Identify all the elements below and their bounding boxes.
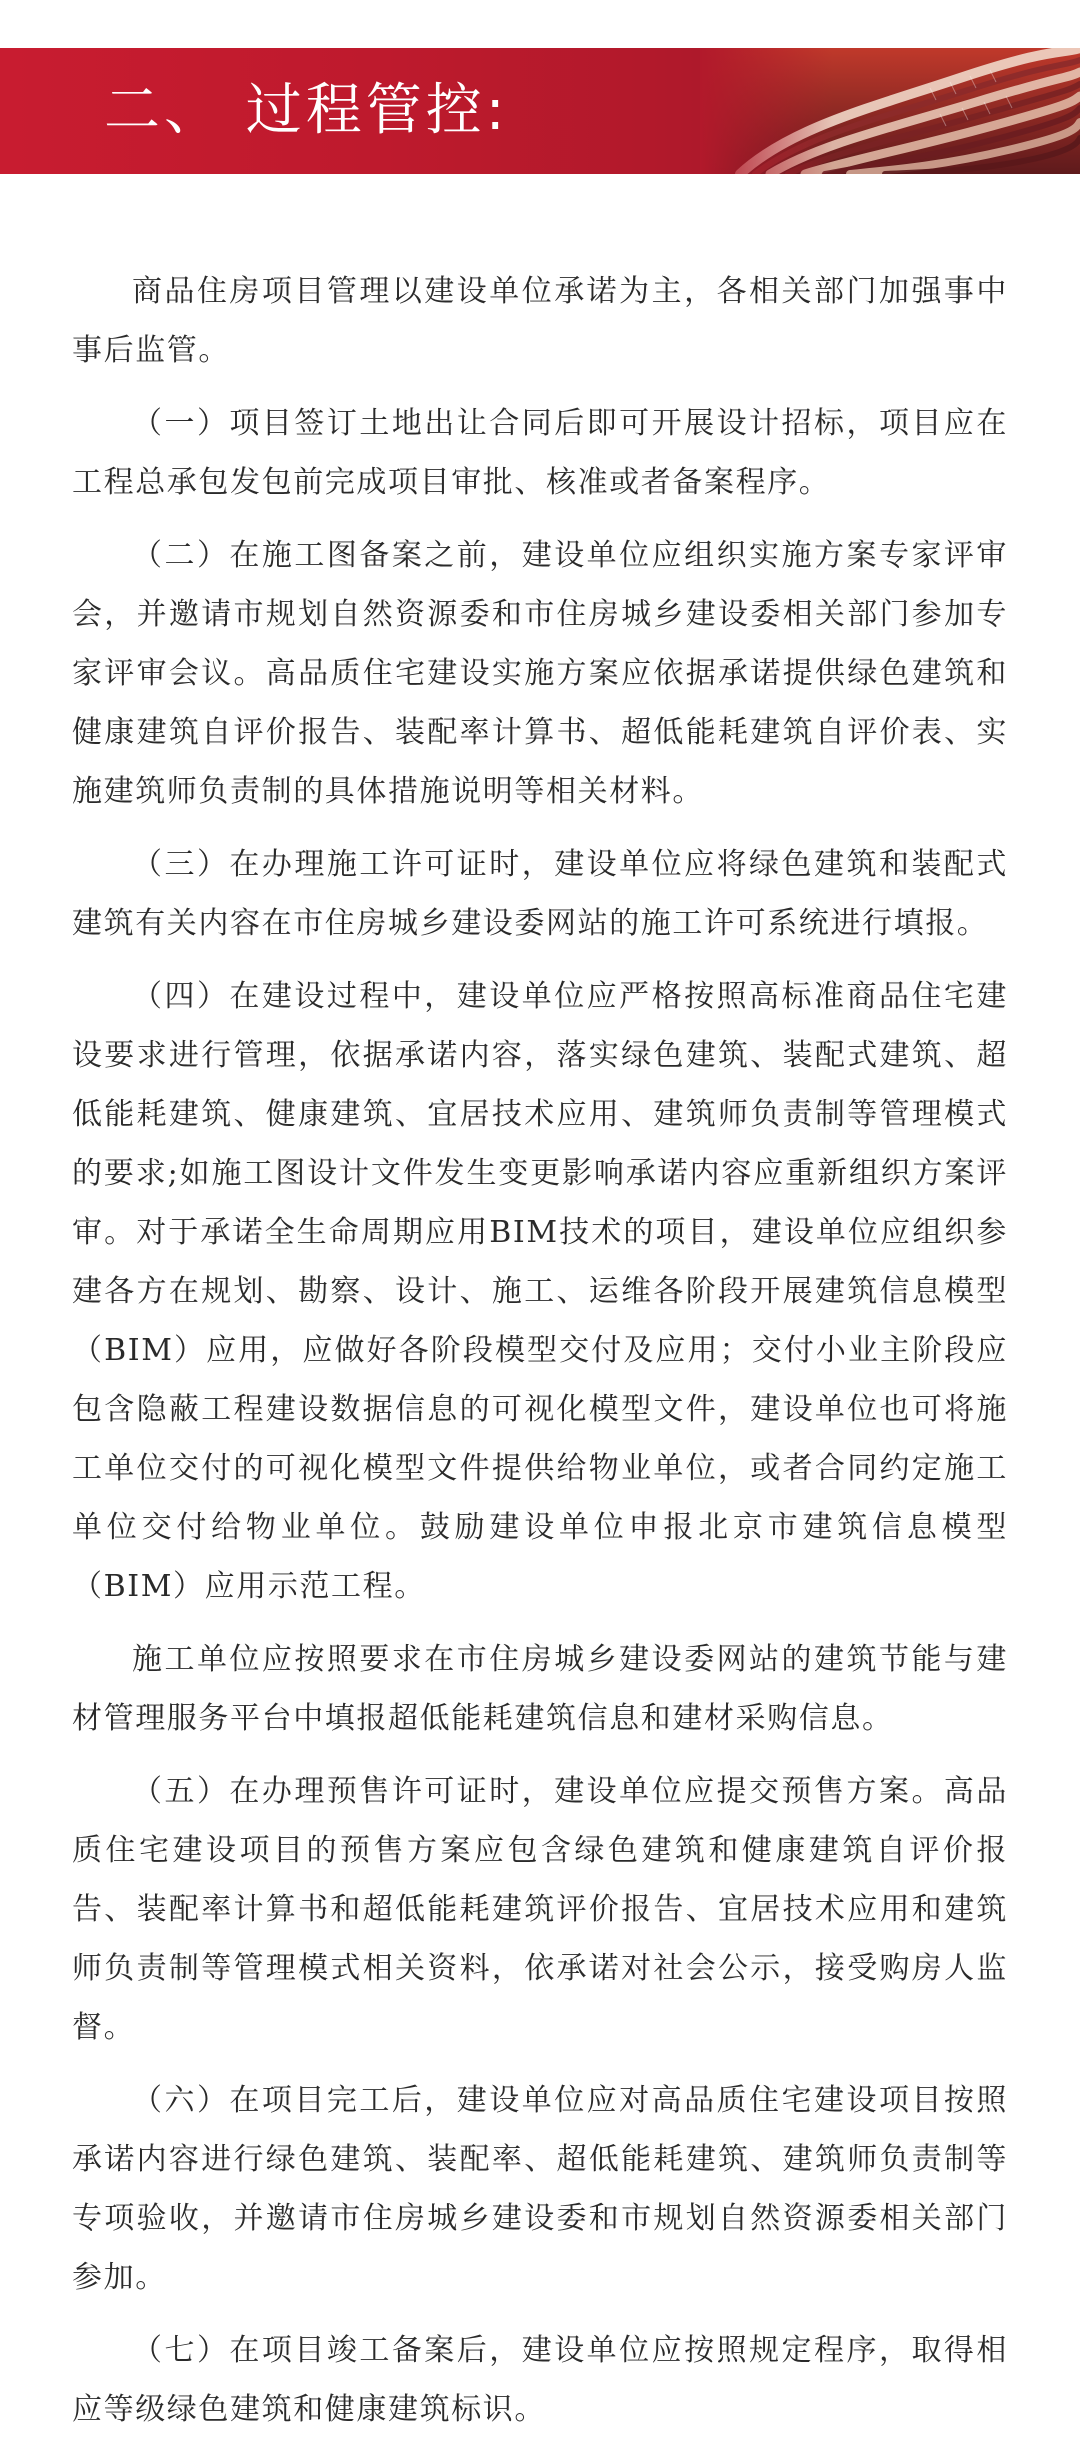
paragraph-item-2: （二）在施工图备案之前，建设单位应组织实施方案专家评审会，并邀请市规划自然资源委和市住房城乡建设委相关部门参加专家评审会议。高品质住宅建设实施方案应依据承诺提供绿色建筑和健康建筑自评价报告、装配率计算书、超低能耗建筑自评价表、实施建筑师负责制的具体措施说明等相关材料。 [72, 538, 1008, 809]
paragraph-item-5: （五）在办理预售许可证时，建设单位应提交预售方案。高品质住宅建设项目的预售方案应包含绿色建筑和健康建筑自评价报告、装配率计算书和超低能耗建筑评价报告、宜居技术应用和建筑师负责制等管理模式相关资料，依承诺对社会公示，接受购房人监督。 [72, 1774, 1008, 2045]
paragraph-item-4: （四）在建设过程中，建设单位应严格按照高标准商品住宅建设要求进行管理，依据承诺内容，落实绿色建筑、装配式建筑、超低能耗建筑、健康建筑、宜居技术应用、建筑师负责制等管理模式的要求;如施工图设计文件发生变更影响承诺内容应重新组织方案评审。对于承诺全生命周期应用BIM技术的项目，建设单位应组织参建各方在规划、勘察、设计、施工、运维各阶段开展建筑信息模型（BIM）应用，应做好各阶段模型交付及应用；交付小业主阶段应包含隐蔽工程建设数据信息的可视化模型文件，建设单位也可将施工单位交付的可视化模型文件提供给物业单位，或者合同约定施工单位交付给物业单位。鼓励建设单位申报北京市建筑信息模型（BIM）应用示范工程。 [72, 979, 1008, 1604]
paragraph-item-7: （七）在项目竣工备案后，建设单位应按照规定程序，取得相应等级绿色建筑和健康建筑标识。 [72, 2333, 1008, 2427]
architecture-photo [700, 48, 1080, 174]
section-title: 二、 过程管控: [104, 78, 509, 143]
paragraph-construction-unit: 施工单位应按照要求在市住房城乡建设委网站的建筑节能与建材管理服务平台中填报超低能耗建筑信息和建材采购信息。 [72, 1642, 1008, 1736]
article-body [72, 262, 1008, 2453]
paragraph-item-1: （一）项目签订土地出让合同后即可开展设计招标，项目应在工程总承包发包前完成项目审批、核准或者备案程序。 [72, 406, 1008, 500]
paragraph-item-6: （六）在项目完工后，建设单位应对高品质住宅建设项目按照承诺内容进行绿色建筑、装配率、超低能耗建筑、建筑师负责制等专项验收，并邀请市住房城乡建设委和市规划自然资源委相关部门参加。 [72, 2083, 1008, 2295]
section-header-banner [0, 48, 1080, 174]
paragraph-intro: 商品住房项目管理以建设单位承诺为主，各相关部门加强事中事后监管。 [72, 274, 1008, 368]
paragraph-item-3: （三）在办理施工许可证时，建设单位应将绿色建筑和装配式建筑有关内容在市住房城乡建设委网站的施工许可系统进行填报。 [72, 847, 1008, 941]
